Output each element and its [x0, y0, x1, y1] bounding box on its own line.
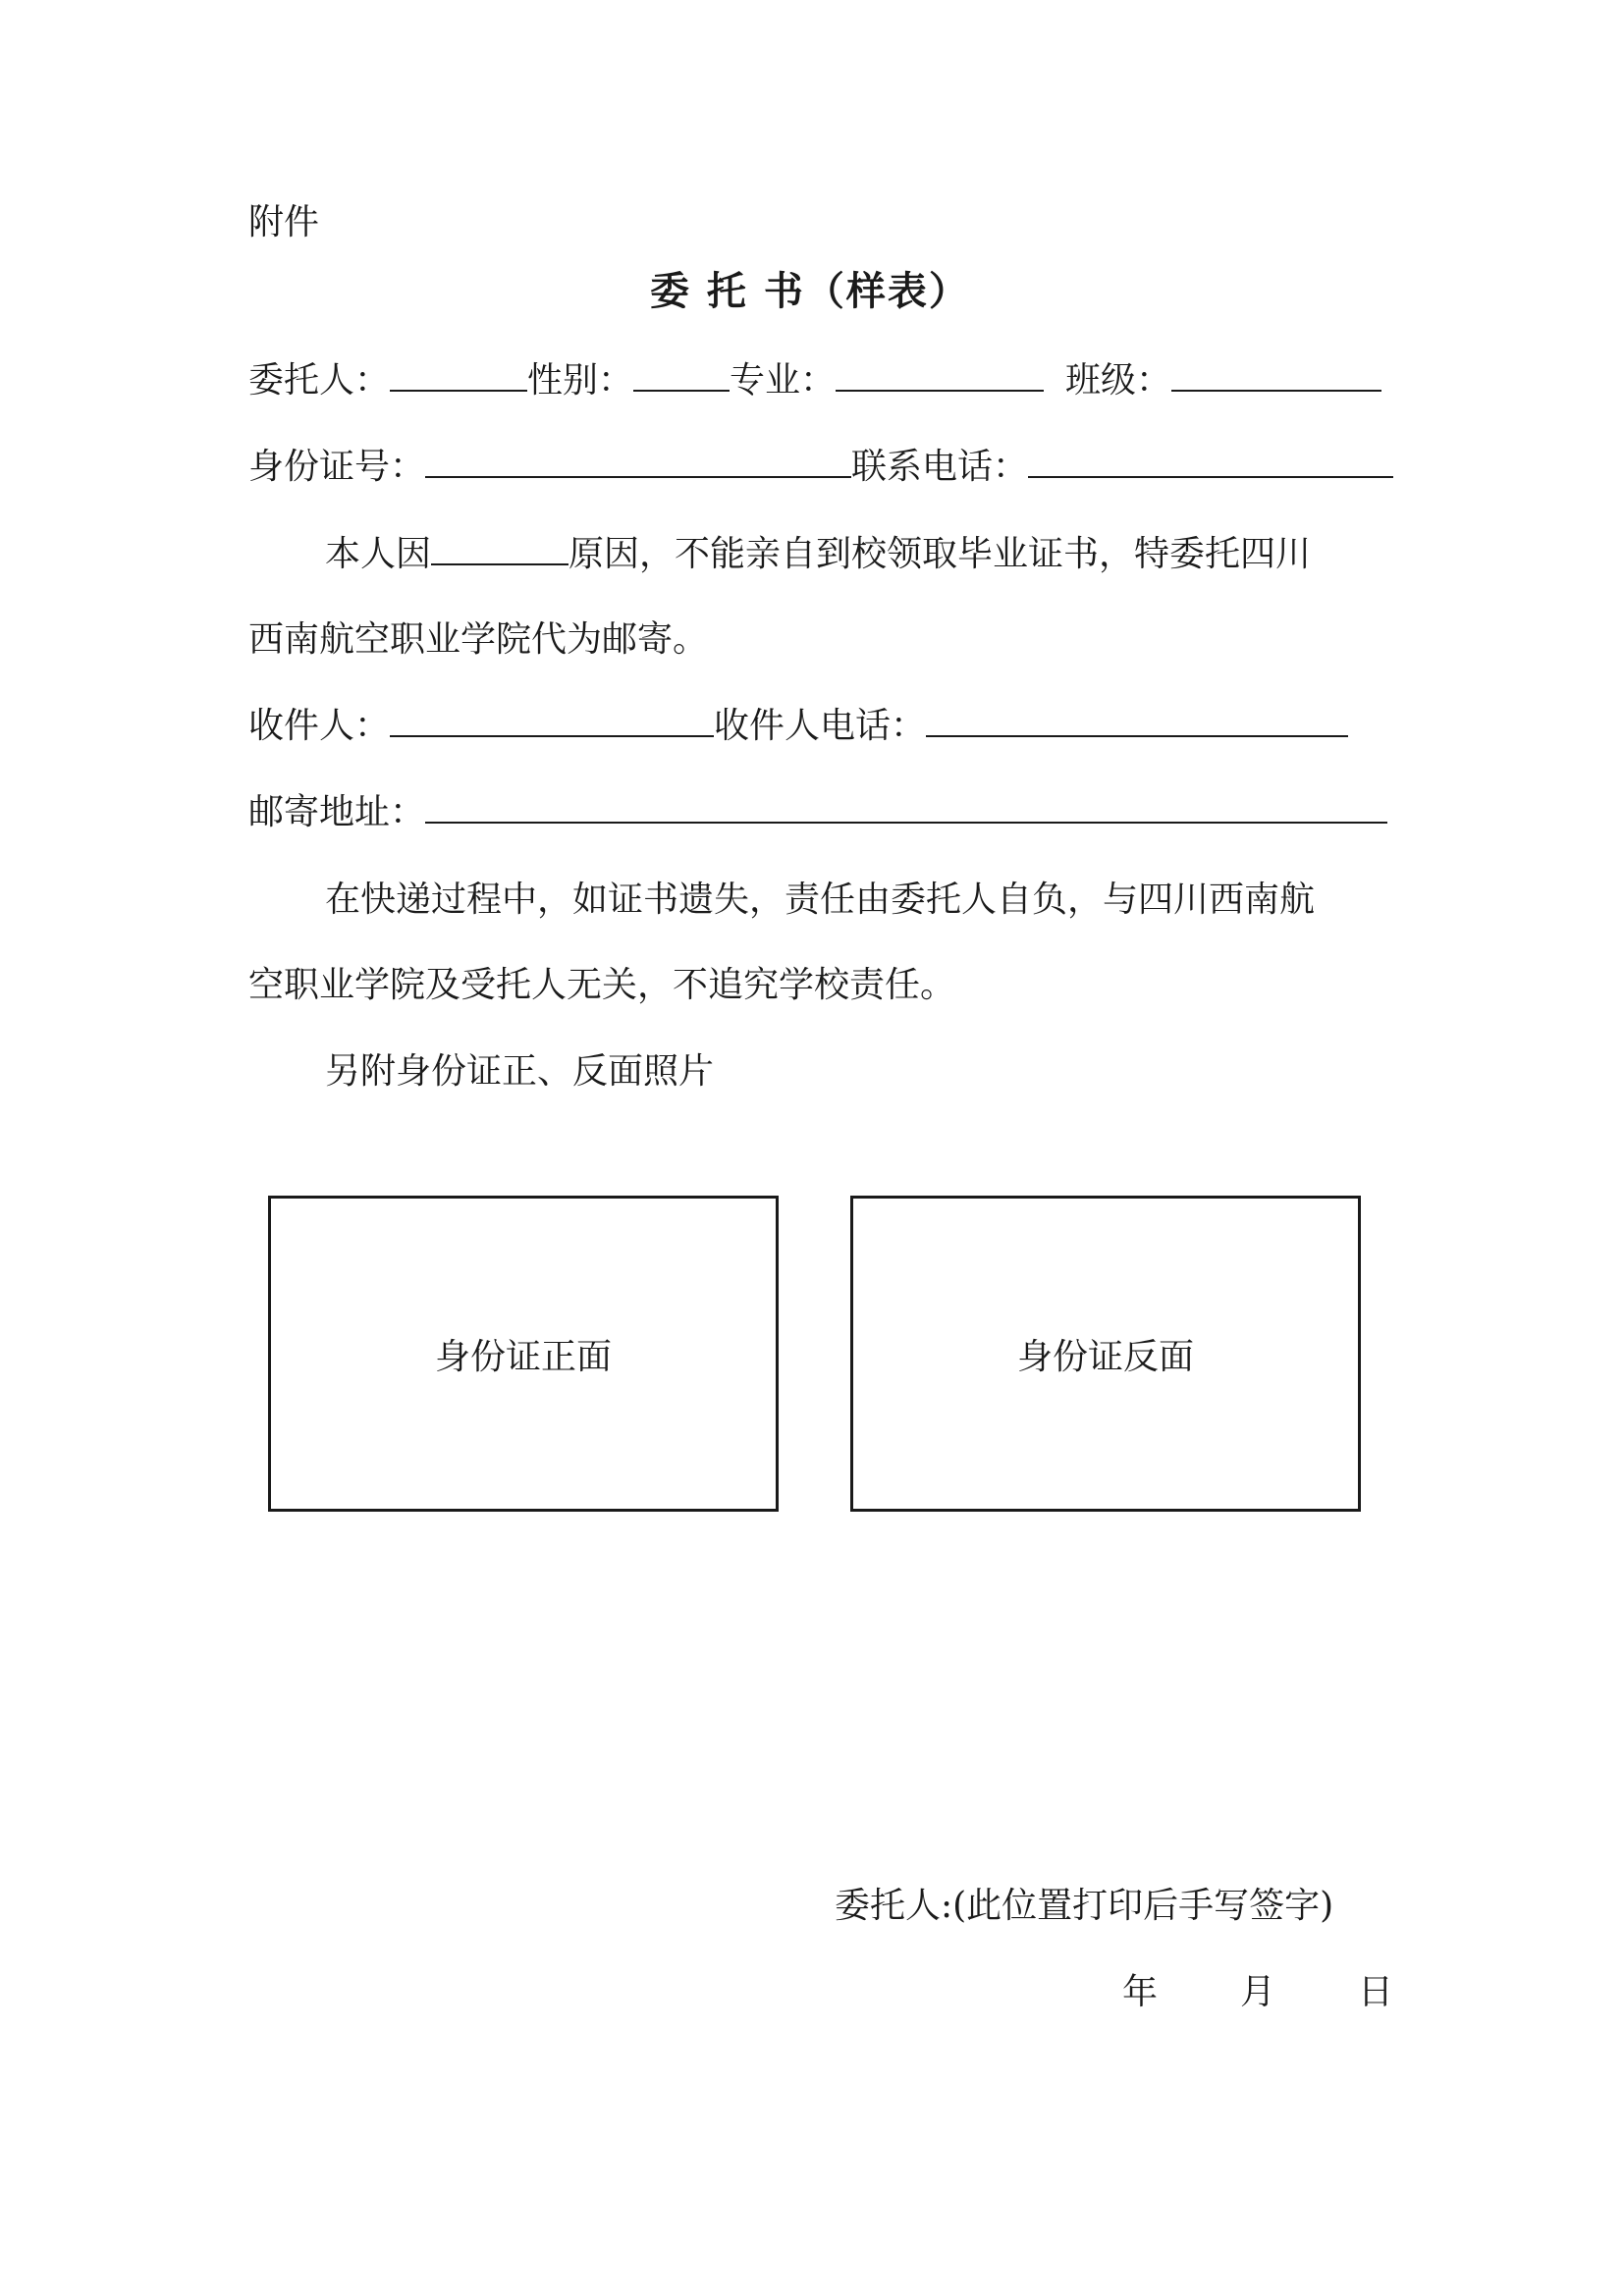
recipient-blank[interactable] [390, 706, 714, 737]
client-name-blank[interactable] [390, 360, 527, 392]
reason-line-2: 西南航空职业学院代为邮寄。 [248, 619, 709, 660]
contact-phone-blank[interactable] [1028, 447, 1393, 478]
reason-suffix: 原因，不能亲自到校领取毕业证书，特委托四川 [568, 534, 1312, 574]
date-year: 年 [1122, 1972, 1159, 2012]
recipient-label: 收件人： [248, 706, 391, 746]
id-number-blank[interactable] [425, 447, 851, 478]
id-front-label: 身份证正面 [434, 1336, 612, 1377]
class-label: 班级： [1065, 360, 1172, 400]
id-front-photo-box[interactable] [268, 1196, 779, 1512]
attachment-label: 附件 [248, 202, 320, 242]
liability-line-1: 在快递过程中，如证书遗失，责任由委托人自负，与四川西南航 [325, 880, 1316, 920]
id-number-label: 身份证号： [248, 447, 426, 487]
reason-blank[interactable] [431, 534, 568, 565]
document-title: 委 托 书（样表） [650, 268, 970, 314]
gender-label: 性别： [527, 360, 634, 400]
reason-prefix: 本人因 [325, 534, 432, 574]
contact-phone-label: 联系电话： [851, 447, 1029, 487]
recipient-phone-blank[interactable] [926, 706, 1348, 737]
gender-blank[interactable] [633, 360, 730, 392]
address-label: 邮寄地址： [248, 792, 426, 832]
date-month: 月 [1240, 1972, 1276, 2012]
recipient-phone-label: 收件人电话： [714, 706, 927, 746]
liability-line-2: 空职业学院及受托人无关，不追究学校责任。 [248, 965, 956, 1005]
id-phone-row [248, 446, 1393, 489]
address-row [248, 791, 1387, 834]
address-blank[interactable] [425, 792, 1387, 824]
id-back-photo-box[interactable] [850, 1196, 1361, 1512]
major-blank[interactable] [836, 360, 1044, 392]
client-info-row [248, 359, 1381, 402]
reason-line-1 [325, 533, 1311, 576]
signature-line: 委托人:(此位置打印后手写签字) [835, 1886, 1334, 1926]
client-label: 委托人： [248, 360, 391, 400]
date-day: 日 [1358, 1972, 1394, 2012]
major-label: 专业： [730, 360, 837, 400]
recipient-row [248, 705, 1348, 748]
id-back-label: 身份证反面 [1016, 1336, 1194, 1377]
class-blank[interactable] [1171, 360, 1381, 392]
attachment-note: 另附身份证正、反面照片 [325, 1051, 715, 1092]
